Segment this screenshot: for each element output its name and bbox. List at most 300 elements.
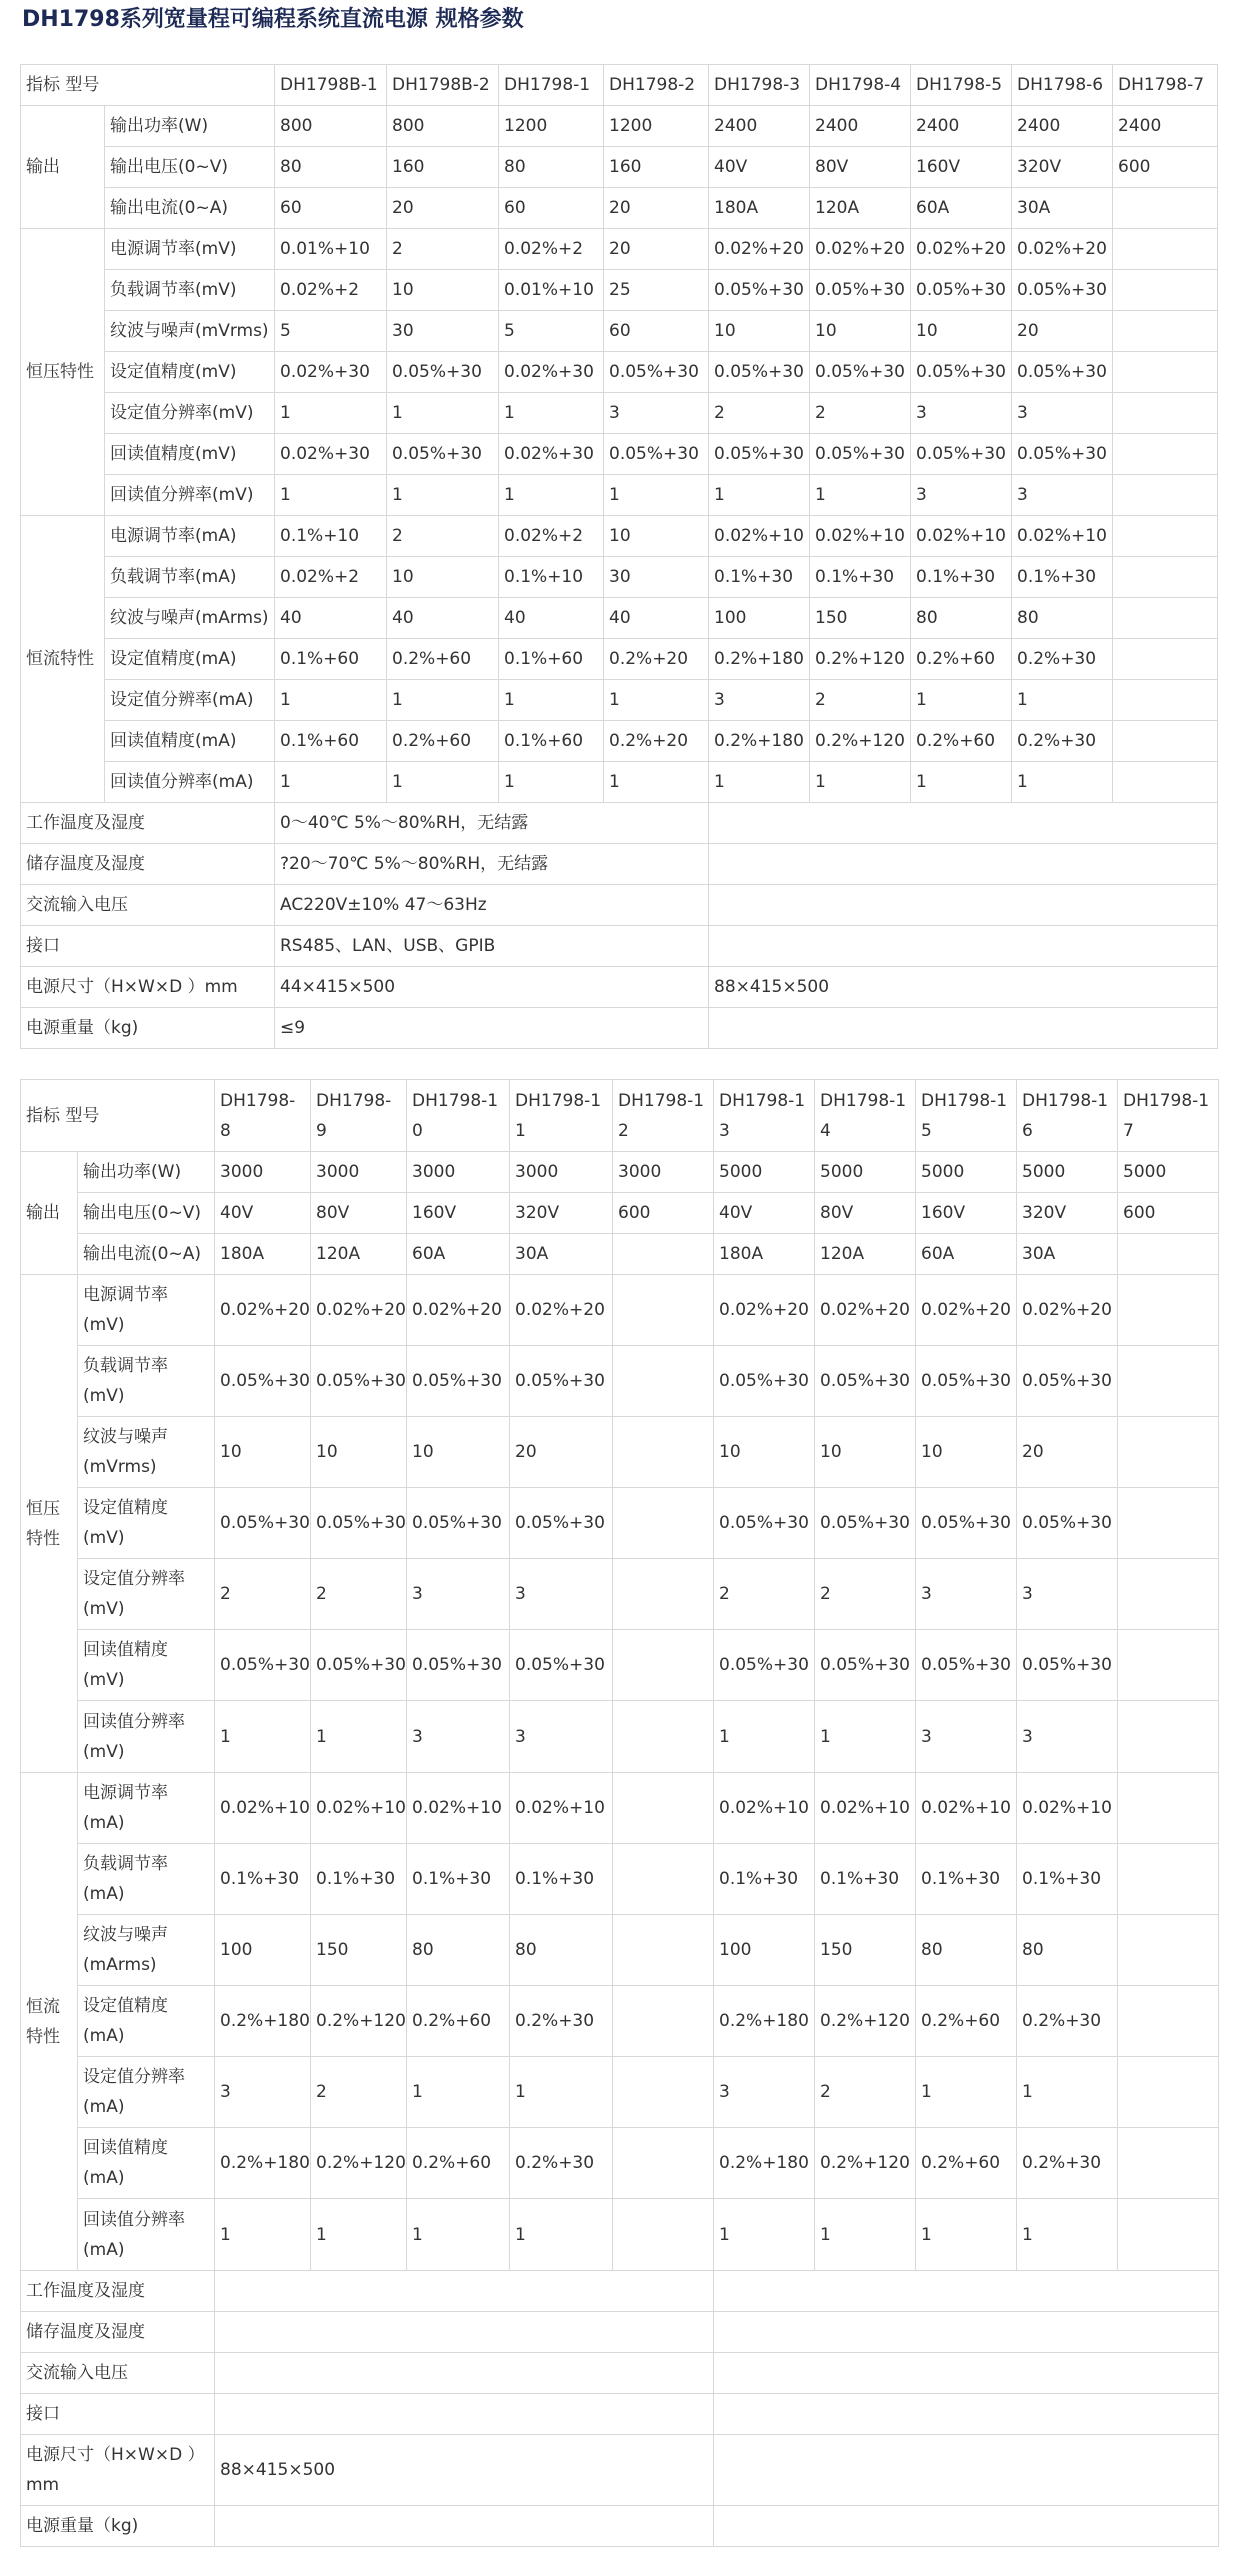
value-cell: 0.05%+30 [1017, 1630, 1118, 1701]
row-label-cell: 设定值精度(mV) [105, 352, 275, 393]
value-cell: 0.05%+30 [911, 352, 1012, 393]
row-label-cell: 回读值精度(mV) [78, 1630, 215, 1701]
value-cell: 20 [510, 1417, 613, 1488]
general-left-cell [215, 2312, 714, 2353]
general-left-cell: 88×415×500 [215, 2435, 714, 2506]
value-cell: 1 [810, 475, 911, 516]
general-left-cell: ?20～70℃ 5%～80%RH，无结露 [275, 844, 709, 885]
general-row [21, 967, 1218, 1008]
value-cell: 1 [215, 2199, 311, 2271]
value-cell: 1 [510, 2199, 613, 2271]
value-cell: 0.05%+30 [1012, 434, 1113, 475]
value-cell: 3 [407, 1559, 510, 1630]
value-cell: 1 [215, 1701, 311, 1773]
row-label-cell: 回读值分辨率(mV) [105, 475, 275, 516]
value-cell: 0.2%+30 [1012, 639, 1113, 680]
value-cell: 2 [215, 1559, 311, 1630]
row-label-cell: 回读值分辨率(mA) [105, 762, 275, 803]
value-cell [1113, 188, 1218, 229]
value-cell: 120A [311, 1234, 407, 1275]
value-cell [613, 1844, 714, 1915]
value-cell [1113, 680, 1218, 721]
spec-row [21, 1701, 1219, 1773]
spec-row [21, 188, 1218, 229]
general-right-cell [714, 2394, 1219, 2435]
general-left-cell: 44×415×500 [275, 967, 709, 1008]
value-cell: 30 [387, 311, 499, 352]
row-label-cell: 电源调节率(mV) [78, 1275, 215, 1346]
value-cell: 0.2%+60 [916, 2128, 1017, 2199]
general-row [21, 803, 1218, 844]
value-cell: 2 [815, 1559, 916, 1630]
value-cell: 320V [1012, 147, 1113, 188]
value-cell [1113, 229, 1218, 270]
spec-row [21, 475, 1218, 516]
value-cell: 0.2%+180 [215, 1986, 311, 2057]
value-cell: 0.2%+120 [311, 1986, 407, 2057]
value-cell: 1 [709, 475, 810, 516]
value-cell: 0.02%+20 [311, 1275, 407, 1346]
row-label-cell: 纹波与噪声(mVrms) [78, 1417, 215, 1488]
value-cell: 0.2%+20 [604, 721, 709, 762]
value-cell: 0.05%+30 [810, 434, 911, 475]
value-cell: 20 [604, 229, 709, 270]
value-cell: 1 [499, 393, 604, 434]
value-cell: 0.05%+30 [815, 1488, 916, 1559]
value-cell: 0.2%+60 [911, 639, 1012, 680]
value-cell: 0.05%+30 [709, 434, 810, 475]
model-header-cell: DH1798-8 [215, 1080, 311, 1152]
model-header-cell: DH1798-1 [499, 65, 604, 106]
value-cell: 1 [810, 762, 911, 803]
value-cell: 20 [387, 188, 499, 229]
row-label-cell: 输出电压(0~V) [78, 1193, 215, 1234]
model-header-cell: DH1798-4 [810, 65, 911, 106]
value-cell: 80 [407, 1915, 510, 1986]
spec-row [21, 557, 1218, 598]
value-cell [1118, 1275, 1219, 1346]
spec-row [21, 1417, 1219, 1488]
value-cell: 0.02%+20 [709, 229, 810, 270]
value-cell: 0.05%+30 [604, 434, 709, 475]
value-cell: 0.2%+30 [510, 2128, 613, 2199]
value-cell: 0.1%+10 [499, 557, 604, 598]
row-label-cell: 输出电压(0~V) [105, 147, 275, 188]
value-cell: 1 [387, 680, 499, 721]
value-cell [1118, 1701, 1219, 1773]
value-cell [1113, 475, 1218, 516]
header-label-cell: 指标 型号 [21, 1080, 215, 1152]
value-cell: 1 [407, 2199, 510, 2271]
value-cell: 0.02%+20 [714, 1275, 815, 1346]
value-cell: 2 [810, 393, 911, 434]
value-cell: 0.1%+60 [499, 721, 604, 762]
value-cell: 0.05%+30 [215, 1346, 311, 1417]
value-cell: 0.02%+20 [911, 229, 1012, 270]
value-cell: 3 [510, 1559, 613, 1630]
row-label-cell: 纹波与噪声(mArms) [105, 598, 275, 639]
spec-row [21, 2199, 1219, 2271]
value-cell: 180A [714, 1234, 815, 1275]
value-cell: 120A [815, 1234, 916, 1275]
value-cell: 2 [387, 229, 499, 270]
value-cell: 0.1%+30 [815, 1844, 916, 1915]
value-cell: 2400 [1012, 106, 1113, 147]
value-cell: 5000 [1118, 1152, 1219, 1193]
value-cell: 320V [510, 1193, 613, 1234]
value-cell: 3 [1017, 1559, 1118, 1630]
value-cell: 3 [916, 1559, 1017, 1630]
value-cell [1118, 1630, 1219, 1701]
value-cell: 0.05%+30 [215, 1630, 311, 1701]
value-cell: 0.05%+30 [510, 1630, 613, 1701]
value-cell: 0.02%+2 [275, 557, 387, 598]
spec-row [21, 1152, 1219, 1193]
value-cell: 1 [911, 680, 1012, 721]
general-label-cell: 工作温度及湿度 [21, 803, 275, 844]
spec-row [21, 639, 1218, 680]
value-cell [1113, 516, 1218, 557]
spec-row [21, 1844, 1219, 1915]
general-right-cell [714, 2435, 1219, 2506]
spec-row [21, 393, 1218, 434]
row-label-cell: 电源调节率(mA) [78, 1773, 215, 1844]
value-cell [613, 1701, 714, 1773]
value-cell: 0.2%+60 [387, 639, 499, 680]
value-cell: 180A [215, 1234, 311, 1275]
value-cell: 1 [709, 762, 810, 803]
general-label-cell: 交流输入电压 [21, 885, 275, 926]
group-name-cell: 恒流特性 [21, 1773, 78, 2271]
value-cell: 0.1%+30 [810, 557, 911, 598]
general-left-cell: 0～40℃ 5%～80%RH，无结露 [275, 803, 709, 844]
general-right-cell [709, 844, 1218, 885]
value-cell: 5 [275, 311, 387, 352]
value-cell: 2400 [911, 106, 1012, 147]
general-label-cell: 电源尺寸（H×W×D ）mm [21, 2435, 215, 2506]
value-cell: 3000 [613, 1152, 714, 1193]
spec-row [21, 147, 1218, 188]
group-name-cell: 恒压特性 [21, 229, 105, 516]
value-cell: 5 [499, 311, 604, 352]
model-header-cell: DH1798-10 [407, 1080, 510, 1152]
value-cell: 3 [911, 393, 1012, 434]
general-label-cell: 接口 [21, 2394, 215, 2435]
value-cell: 600 [1113, 147, 1218, 188]
value-cell [1118, 2199, 1219, 2271]
value-cell: 60A [407, 1234, 510, 1275]
value-cell: 0.2%+30 [510, 1986, 613, 2057]
value-cell: 0.1%+30 [1017, 1844, 1118, 1915]
value-cell: 80 [1017, 1915, 1118, 1986]
value-cell: 1 [510, 2057, 613, 2128]
general-right-cell [714, 2312, 1219, 2353]
value-cell: 40 [387, 598, 499, 639]
value-cell: 800 [387, 106, 499, 147]
general-left-cell: AC220V±10% 47～63Hz [275, 885, 709, 926]
value-cell: 3 [916, 1701, 1017, 1773]
value-cell: 1 [911, 762, 1012, 803]
value-cell: 60 [275, 188, 387, 229]
model-header-cell: DH1798-3 [709, 65, 810, 106]
value-cell: 10 [604, 516, 709, 557]
model-header-cell: DH1798-9 [311, 1080, 407, 1152]
value-cell: 0.05%+30 [709, 352, 810, 393]
value-cell: 5000 [1017, 1152, 1118, 1193]
value-cell: 1 [275, 762, 387, 803]
value-cell: 1 [499, 475, 604, 516]
value-cell: 0.02%+10 [407, 1773, 510, 1844]
value-cell: 30A [1012, 188, 1113, 229]
value-cell: 2 [815, 2057, 916, 2128]
value-cell: 0.02%+30 [275, 352, 387, 393]
row-label-cell: 回读值精度(mA) [78, 2128, 215, 2199]
value-cell: 1 [916, 2199, 1017, 2271]
value-cell [1113, 721, 1218, 762]
value-cell: 1 [714, 1701, 815, 1773]
value-cell: 10 [815, 1417, 916, 1488]
value-cell: 0.01%+10 [499, 270, 604, 311]
value-cell: 0.1%+30 [916, 1844, 1017, 1915]
model-header-cell: DH1798B-2 [387, 65, 499, 106]
value-cell: 3 [1017, 1701, 1118, 1773]
value-cell: 60A [911, 188, 1012, 229]
value-cell: 0.05%+30 [1012, 270, 1113, 311]
model-header-cell: DH1798-13 [714, 1080, 815, 1152]
value-cell: 0.05%+30 [810, 352, 911, 393]
value-cell: 1 [815, 2199, 916, 2271]
value-cell: 2 [709, 393, 810, 434]
page-title: DH1798系列宽量程可编程系统直流电源 规格参数 [22, 7, 524, 32]
value-cell: 1 [604, 762, 709, 803]
value-cell: 2 [311, 1559, 407, 1630]
row-label-cell: 纹波与噪声(mVrms) [105, 311, 275, 352]
value-cell: 0.1%+30 [911, 557, 1012, 598]
value-cell: 0.05%+30 [510, 1488, 613, 1559]
value-cell: 2 [387, 516, 499, 557]
value-cell: 3 [911, 475, 1012, 516]
value-cell: 40V [709, 147, 810, 188]
value-cell: 0.02%+2 [499, 516, 604, 557]
value-cell: 10 [387, 557, 499, 598]
value-cell: 0.02%+20 [1017, 1275, 1118, 1346]
value-cell: 0.2%+180 [714, 2128, 815, 2199]
value-cell: 0.05%+30 [311, 1630, 407, 1701]
row-label-cell: 设定值精度(mA) [78, 1986, 215, 2057]
group-name-cell: 输出 [21, 106, 105, 229]
general-row [21, 926, 1218, 967]
value-cell: 80V [815, 1193, 916, 1234]
spec-row [21, 2057, 1219, 2128]
spec-row [21, 1488, 1219, 1559]
value-cell: 3000 [311, 1152, 407, 1193]
value-cell [613, 1559, 714, 1630]
value-cell: 0.02%+10 [810, 516, 911, 557]
value-cell [613, 1488, 714, 1559]
value-cell: 80 [1012, 598, 1113, 639]
value-cell: 1200 [604, 106, 709, 147]
value-cell: 1 [275, 680, 387, 721]
value-cell: 0.05%+30 [815, 1346, 916, 1417]
spec-row [21, 1773, 1219, 1844]
value-cell: 3000 [407, 1152, 510, 1193]
value-cell: 0.02%+10 [311, 1773, 407, 1844]
model-header-cell: DH1798-2 [604, 65, 709, 106]
value-cell: 0.2%+60 [407, 2128, 510, 2199]
general-left-cell [215, 2394, 714, 2435]
value-cell: 0.1%+30 [215, 1844, 311, 1915]
value-cell: 1 [714, 2199, 815, 2271]
value-cell: 1 [311, 2199, 407, 2271]
value-cell: 0.05%+30 [916, 1346, 1017, 1417]
value-cell: 1 [1017, 2199, 1118, 2271]
value-cell: 0.02%+20 [215, 1275, 311, 1346]
value-cell: 100 [714, 1915, 815, 1986]
value-cell: 10 [709, 311, 810, 352]
value-cell: 80 [911, 598, 1012, 639]
value-cell [613, 1234, 714, 1275]
value-cell: 10 [311, 1417, 407, 1488]
value-cell: 0.02%+20 [815, 1275, 916, 1346]
value-cell: 0.05%+30 [916, 1630, 1017, 1701]
value-cell [1118, 1234, 1219, 1275]
row-label-cell: 回读值精度(mV) [105, 434, 275, 475]
value-cell: 0.2%+30 [1012, 721, 1113, 762]
value-cell: 600 [1118, 1193, 1219, 1234]
value-cell: 0.05%+30 [916, 1488, 1017, 1559]
row-label-cell: 设定值分辨率(mA) [105, 680, 275, 721]
value-cell: 0.02%+10 [1012, 516, 1113, 557]
value-cell: 0.2%+180 [709, 721, 810, 762]
value-cell: 1200 [499, 106, 604, 147]
value-cell [613, 1773, 714, 1844]
value-cell: 0.05%+30 [714, 1488, 815, 1559]
value-cell: 160V [911, 147, 1012, 188]
value-cell: 40V [215, 1193, 311, 1234]
spec-row [21, 516, 1218, 557]
value-cell: 10 [810, 311, 911, 352]
row-label-cell: 输出功率(W) [105, 106, 275, 147]
value-cell: 3 [1012, 393, 1113, 434]
value-cell: 1 [387, 762, 499, 803]
value-cell [613, 1986, 714, 2057]
model-header-cell: DH1798-17 [1118, 1080, 1219, 1152]
value-cell: 0.02%+10 [916, 1773, 1017, 1844]
value-cell: 1 [916, 2057, 1017, 2128]
value-cell: 150 [815, 1915, 916, 1986]
group-name-cell: 输出 [21, 1152, 78, 1275]
spec-row [21, 229, 1218, 270]
value-cell: 80V [311, 1193, 407, 1234]
spec-row [21, 106, 1218, 147]
general-label-cell: 交流输入电压 [21, 2353, 215, 2394]
value-cell: 160 [387, 147, 499, 188]
row-label-cell: 电源调节率(mA) [105, 516, 275, 557]
row-label-cell: 设定值精度(mV) [78, 1488, 215, 1559]
value-cell: 0.05%+30 [1017, 1346, 1118, 1417]
value-cell: 5000 [815, 1152, 916, 1193]
general-row [21, 844, 1218, 885]
value-cell: 3 [510, 1701, 613, 1773]
value-cell [613, 1346, 714, 1417]
general-row [21, 2394, 1219, 2435]
spec-row [21, 2128, 1219, 2199]
spec-row [21, 762, 1218, 803]
row-label-cell: 负载调节率(mV) [78, 1346, 215, 1417]
value-cell: 0.05%+30 [714, 1346, 815, 1417]
value-cell: 10 [714, 1417, 815, 1488]
value-cell: 0.1%+30 [714, 1844, 815, 1915]
value-cell: 0.1%+30 [510, 1844, 613, 1915]
value-cell: 80 [275, 147, 387, 188]
value-cell [1118, 1417, 1219, 1488]
row-label-cell: 负载调节率(mA) [78, 1844, 215, 1915]
row-label-cell: 回读值分辨率(mA) [78, 2199, 215, 2271]
value-cell: 320V [1017, 1193, 1118, 1234]
value-cell: 0.02%+2 [275, 270, 387, 311]
value-cell: 3 [1012, 475, 1113, 516]
value-cell: 0.2%+60 [916, 1986, 1017, 2057]
value-cell [1118, 1559, 1219, 1630]
general-right-cell [714, 2353, 1219, 2394]
value-cell: 0.02%+10 [1017, 1773, 1118, 1844]
value-cell: 1 [604, 475, 709, 516]
general-row [21, 2353, 1219, 2394]
value-cell [613, 1275, 714, 1346]
value-cell: 0.05%+30 [911, 270, 1012, 311]
value-cell: 1 [499, 680, 604, 721]
value-cell: 2400 [709, 106, 810, 147]
value-cell [613, 1630, 714, 1701]
value-cell: 0.02%+2 [499, 229, 604, 270]
value-cell: 180A [709, 188, 810, 229]
general-label-cell: 电源尺寸（H×W×D ）mm [21, 967, 275, 1008]
model-header-cell: DH1798-16 [1017, 1080, 1118, 1152]
value-cell: 0.2%+120 [815, 1986, 916, 2057]
value-cell: 0.05%+30 [311, 1346, 407, 1417]
value-cell: 0.02%+20 [1012, 229, 1113, 270]
general-left-cell: RS485、LAN、USB、GPIB [275, 926, 709, 967]
value-cell: 30A [1017, 1234, 1118, 1275]
value-cell: 0.02%+10 [911, 516, 1012, 557]
value-cell: 0.05%+30 [311, 1488, 407, 1559]
value-cell: 80 [499, 147, 604, 188]
model-header-cell: DH1798-14 [815, 1080, 916, 1152]
general-row [21, 2271, 1219, 2312]
value-cell: 10 [407, 1417, 510, 1488]
value-cell [613, 2199, 714, 2271]
value-cell [1118, 1986, 1219, 2057]
value-cell: 0.2%+180 [215, 2128, 311, 2199]
value-cell: 3 [604, 393, 709, 434]
value-cell: 0.05%+30 [407, 1346, 510, 1417]
value-cell: 1 [275, 393, 387, 434]
row-label-cell: 设定值分辨率(mA) [78, 2057, 215, 2128]
value-cell: 3000 [215, 1152, 311, 1193]
value-cell: 0.1%+30 [1012, 557, 1113, 598]
value-cell: 3 [714, 2057, 815, 2128]
general-right-cell [709, 803, 1218, 844]
value-cell [1118, 1773, 1219, 1844]
value-cell: 0.02%+20 [407, 1275, 510, 1346]
value-cell: 3000 [510, 1152, 613, 1193]
header-row [21, 1080, 1219, 1152]
value-cell: 1 [1017, 2057, 1118, 2128]
value-cell: 0.02%+20 [510, 1275, 613, 1346]
value-cell: 0.2%+60 [407, 1986, 510, 2057]
row-label-cell: 设定值分辨率(mV) [78, 1559, 215, 1630]
general-label-cell: 接口 [21, 926, 275, 967]
